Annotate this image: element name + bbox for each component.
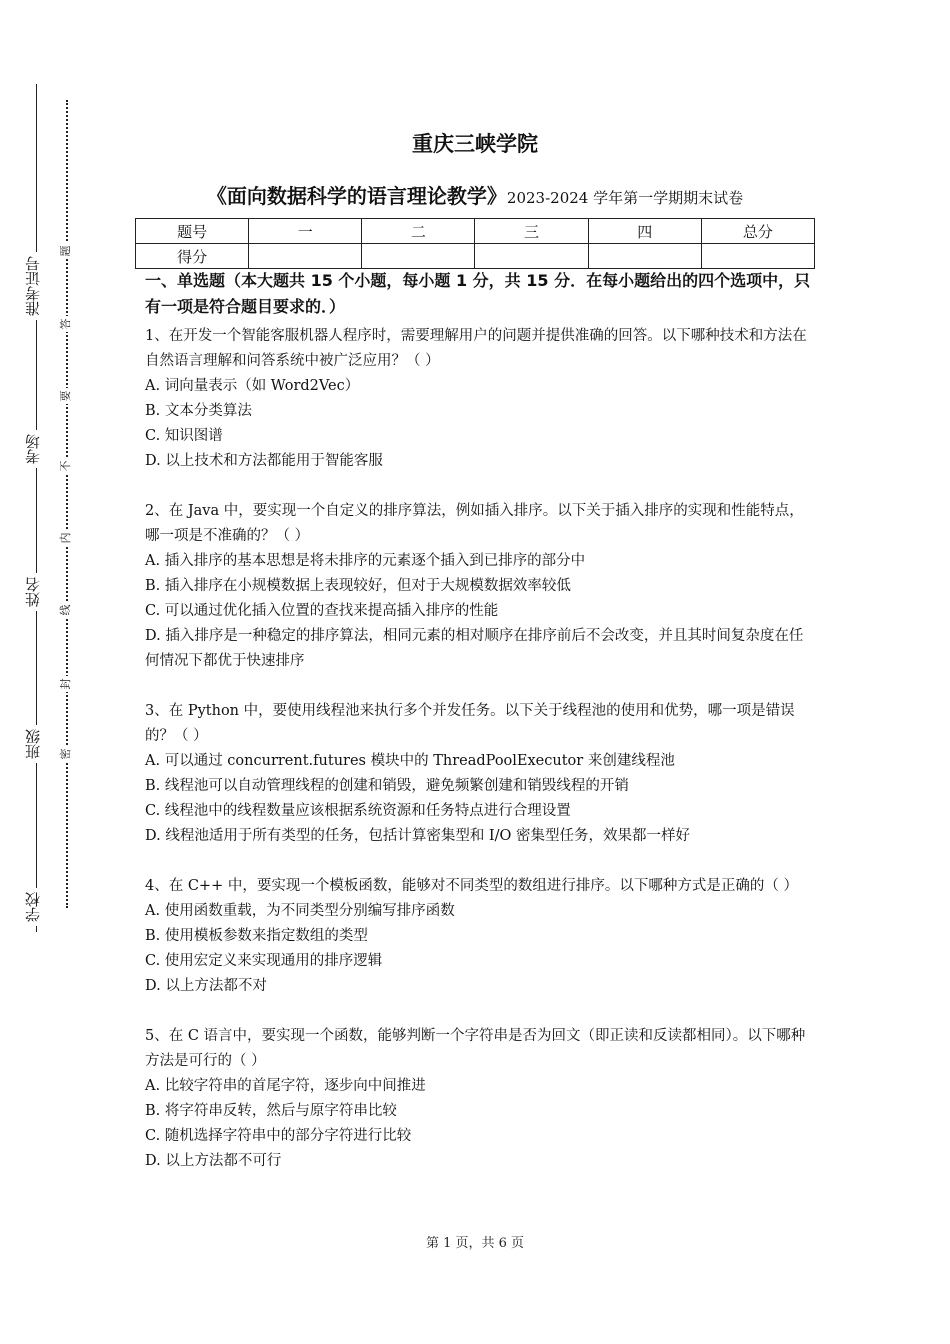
score-header-cell: 四 <box>588 219 701 244</box>
score-header-cell: 三 <box>475 219 588 244</box>
score-table-header-row <box>136 219 815 244</box>
question-option: A. 插入排序的基本思想是将未排序的元素逐个插入到已排序的部分中 <box>145 553 586 569</box>
page-footer: 第 1 页，共 6 页 <box>425 1236 525 1251</box>
seal-char: 答 <box>58 316 74 332</box>
field-class: 班级 <box>22 725 44 763</box>
question-option: A. 词向量表示（如 Word2Vec） <box>145 378 360 394</box>
school-name: 重庆三峡学院 <box>412 132 538 156</box>
score-cell[interactable] <box>362 244 475 269</box>
score-table <box>135 218 815 269</box>
question-stem: 2、在 Java 中，要实现一个自定义的排序算法，例如插入排序。以下关于插入排序的实现和性能特点，哪一项是不准确的？（ ） <box>145 503 804 544</box>
course-title: 《面向数据科学的语言理论教学》 <box>206 184 507 208</box>
question-block <box>145 324 815 474</box>
question-option: B. 使用模板参数来指定数组的类型 <box>145 928 368 944</box>
field-school: 学校 <box>22 888 44 926</box>
question-option: D. 以上方法都不对 <box>145 978 267 994</box>
seal-char: 不 <box>58 458 74 474</box>
score-cell[interactable] <box>588 244 701 269</box>
seal-char: 内 <box>58 530 74 546</box>
question-stem: 4、在 C++ 中，要实现一个模板函数，能够对不同类型的数组进行排序。以下哪种方式是正确的（ ） <box>145 878 798 894</box>
score-cell[interactable] <box>249 244 362 269</box>
question-option: C. 知识图谱 <box>145 428 223 444</box>
question-block <box>145 874 815 999</box>
question-option: D. 以上技术和方法都能用于智能客服 <box>145 453 383 469</box>
question-block <box>145 1024 815 1174</box>
question-option: A. 可以通过 concurrent.futures 模块中的 ThreadPoolExecutor 来创建线程池 <box>145 753 675 769</box>
question-option: B. 文本分类算法 <box>145 403 252 419</box>
score-header-cell: 二 <box>362 219 475 244</box>
question-option: C. 可以通过优化插入位置的查找来提高插入排序的性能 <box>145 603 499 619</box>
seal-char: 线 <box>58 602 74 618</box>
seal-char: 题 <box>58 243 74 259</box>
exam-title <box>135 180 815 209</box>
score-header-cell: 题号 <box>136 219 249 244</box>
question-stem: 5、在 C 语言中，要实现一个函数，能够判断一个字符串是否为回文（即正读和反读都相同）。以下哪种方法是可行的（ ） <box>145 1028 806 1069</box>
score-header-cell: 一 <box>249 219 362 244</box>
question-option: B. 线程池可以自动管理线程的创建和销毁，避免频繁创建和销毁线程的开销 <box>145 778 629 794</box>
binding-margin <box>0 0 110 1344</box>
seal-char: 要 <box>58 388 74 404</box>
question-option: B. 插入排序在小规模数据上表现较好，但对于大规模数据效率较低 <box>145 578 571 594</box>
score-cell[interactable] <box>701 244 814 269</box>
question-option: D. 插入排序是一种稳定的排序算法，相同元素的相对顺序在排序前后不会改变，并且其时间复杂度在任何情况下都优于快速排序 <box>145 628 804 669</box>
question-option: D. 线程池适用于所有类型的任务，包括计算密集型和 I/O 密集型任务，效果都一样好 <box>145 828 691 844</box>
question-option: B. 将字符串反转，然后与原字符串比较 <box>145 1103 397 1119</box>
score-table-score-row <box>136 244 815 269</box>
question-option: D. 以上方法都不可行 <box>145 1153 282 1169</box>
questions-section <box>145 268 815 1199</box>
field-exam-room: 考场 <box>22 430 44 468</box>
section-heading: 一、单选题（本大题共 15 个小题，每小题 1 分，共 15 分．在每小题给出的四个选项中，只有一项是符合题目要求的．） <box>145 271 811 316</box>
score-cell[interactable] <box>475 244 588 269</box>
score-header-cell: 总分 <box>701 219 814 244</box>
question-stem: 1、在开发一个智能客服机器人程序时，需要理解用户的问题并提供准确的回答。以下哪种技术和方法在自然语言理解和问答系统中被广泛应用？（ ） <box>145 328 807 369</box>
question-option: A. 比较字符串的首尾字符，逐步向中间推进 <box>145 1078 426 1094</box>
seal-dotted-line <box>66 100 68 908</box>
question-option: C. 随机选择字符串中的部分字符进行比较 <box>145 1128 412 1144</box>
score-row-label: 得分 <box>136 244 249 269</box>
exam-term: 2023-2024 学年第一学期期末试卷 <box>506 189 744 207</box>
question-option: A. 使用函数重载，为不同类型分别编写排序函数 <box>145 903 455 919</box>
question-stem: 3、在 Python 中，要使用线程池来执行多个并发任务。以下关于线程池的使用和优势，哪一项是错误的？（ ） <box>145 703 795 744</box>
question-option: C. 线程池中的线程数量应该根据系统资源和任务特点进行合理设置 <box>145 803 571 819</box>
field-exam-number: 准考证号 <box>22 252 44 320</box>
binding-solid-line <box>36 84 37 932</box>
question-block <box>145 699 815 849</box>
question-option: C. 使用宏定义来实现通用的排序逻辑 <box>145 953 383 969</box>
seal-char: 封 <box>58 676 74 692</box>
field-name: 姓名 <box>22 573 44 611</box>
seal-char: 密 <box>58 746 74 762</box>
question-block <box>145 499 815 674</box>
